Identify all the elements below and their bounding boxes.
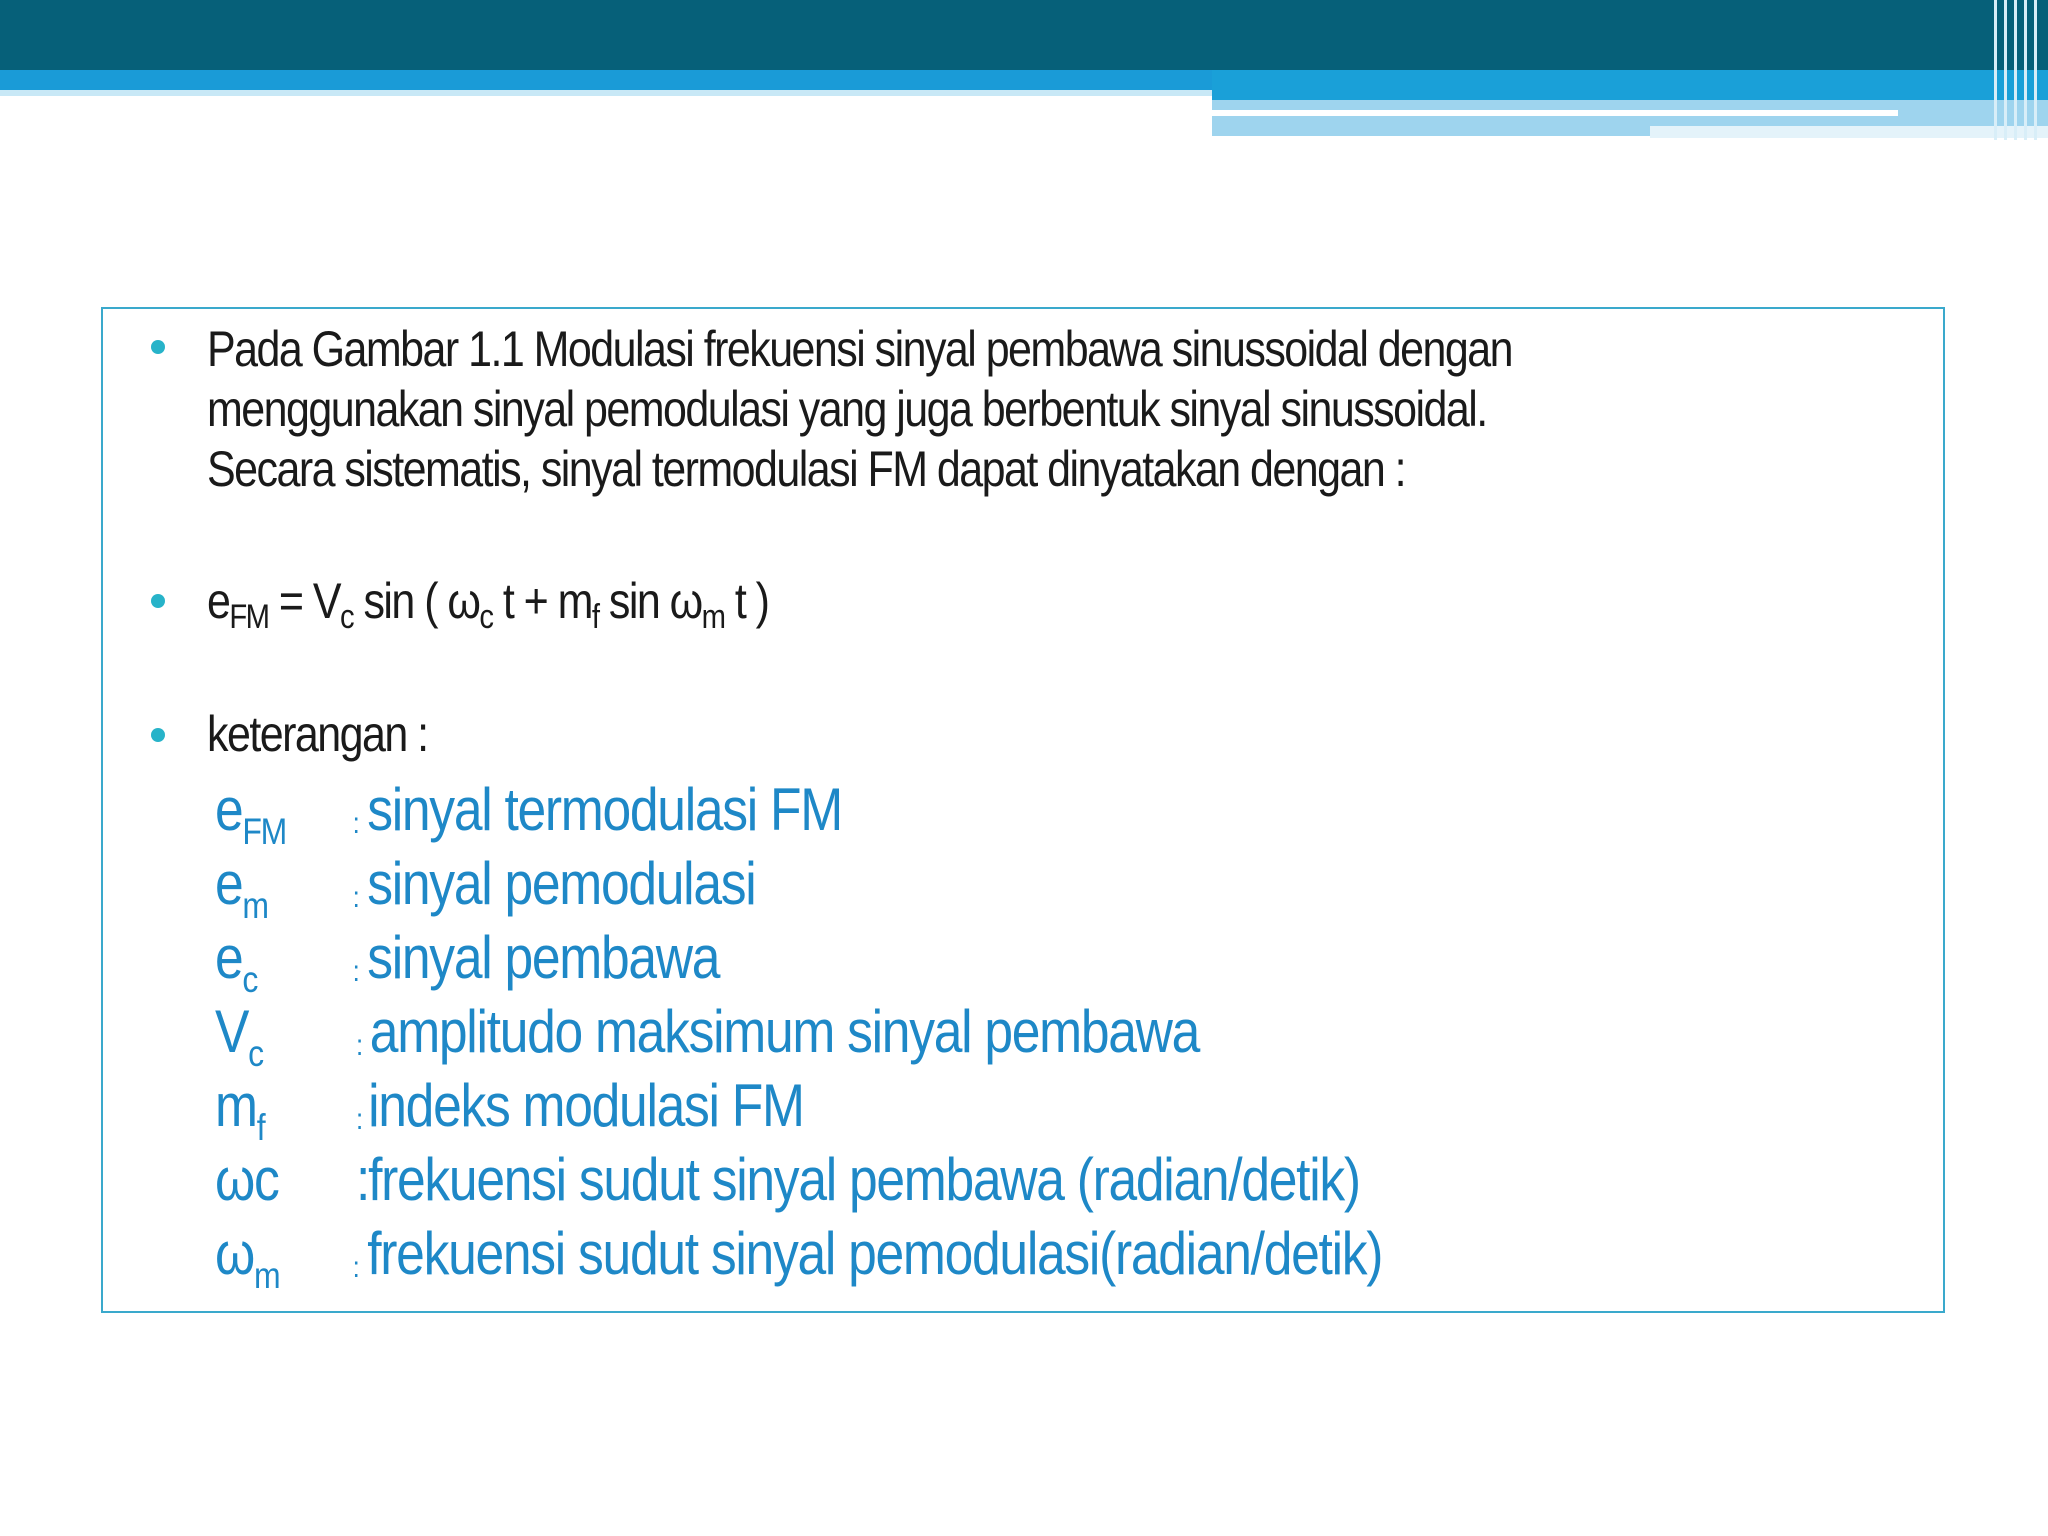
definition-text: frekuensi sudut sinyal pemodulasi(radian/detik) (367, 1220, 1383, 1287)
definition-text: sinyal termodulasi FM (367, 776, 842, 843)
bullet-dot (151, 594, 165, 608)
definition-symbol: $e_{FM}$ (215, 776, 287, 852)
formula-part: t + m (492, 573, 592, 629)
definition-text: frekuensi sudut sinyal pembawa (radian/detik) (368, 1146, 1360, 1213)
header-band-light (0, 90, 1212, 96)
formula-part: t ) (724, 573, 769, 629)
header-white-line (1212, 110, 1898, 116)
definition-symbol: $e_m$ (215, 850, 268, 926)
content-box (101, 307, 1945, 1313)
definition-symbol: ωc (215, 1146, 279, 1213)
formula-subscript: c (479, 598, 493, 636)
definition-text: indeks modulasi FM (368, 1072, 804, 1139)
paragraph-line: menggunakan sinyal pemodulasi yang juga berbentuk sinyal sinussoidal. (207, 381, 1487, 437)
header-band-blue-right (1212, 70, 2048, 100)
definition-colon: : (356, 1029, 362, 1062)
formula-part: e (207, 573, 230, 629)
formula-part: = V (268, 573, 341, 629)
intro-paragraph (207, 319, 1512, 499)
definition-text: sinyal pembawa (367, 924, 720, 991)
formula-part: sin ω (598, 573, 702, 629)
paragraph-line: Pada Gambar 1.1 Modulasi frekuensi sinyal pembawa sinussoidal dengan (207, 321, 1513, 377)
definition-colon: : (356, 1103, 362, 1136)
definition-colon: : (352, 807, 359, 840)
formula-subscript: f (591, 598, 599, 636)
definition-colon: : (356, 1146, 370, 1213)
header-vertical-stripes (1988, 0, 2048, 140)
definition-text: sinyal pemodulasi (367, 850, 756, 917)
bullet-dot (151, 340, 165, 354)
header-band-blue (0, 70, 1212, 90)
formula-subscript: c (340, 598, 354, 636)
formula-subscript: m (701, 598, 725, 636)
definition-colon: : (352, 955, 359, 988)
bullet-dot (151, 728, 165, 742)
fm-formula (207, 571, 769, 636)
definition-symbol: $V_c$ (215, 998, 263, 1074)
formula-subscript: FM (229, 598, 269, 636)
formula-part: sin ( ω (353, 573, 480, 629)
definition-text: amplitudo maksimum sinyal pembawa (369, 998, 1200, 1065)
paragraph-line: Secara sistematis, sinyal termodulasi FM dapat dinyatakan dengan : (207, 441, 1406, 497)
definition-colon: : (352, 881, 359, 914)
keterangan-label: keterangan : (207, 706, 428, 762)
definition-colon: : (352, 1251, 359, 1284)
definition-symbol: $m_f$ (215, 1072, 265, 1148)
definition-symbol: $e_c$ (215, 924, 258, 1000)
header-band-dark (0, 0, 2048, 70)
definition-symbol: $\omega_m$ (215, 1220, 280, 1296)
